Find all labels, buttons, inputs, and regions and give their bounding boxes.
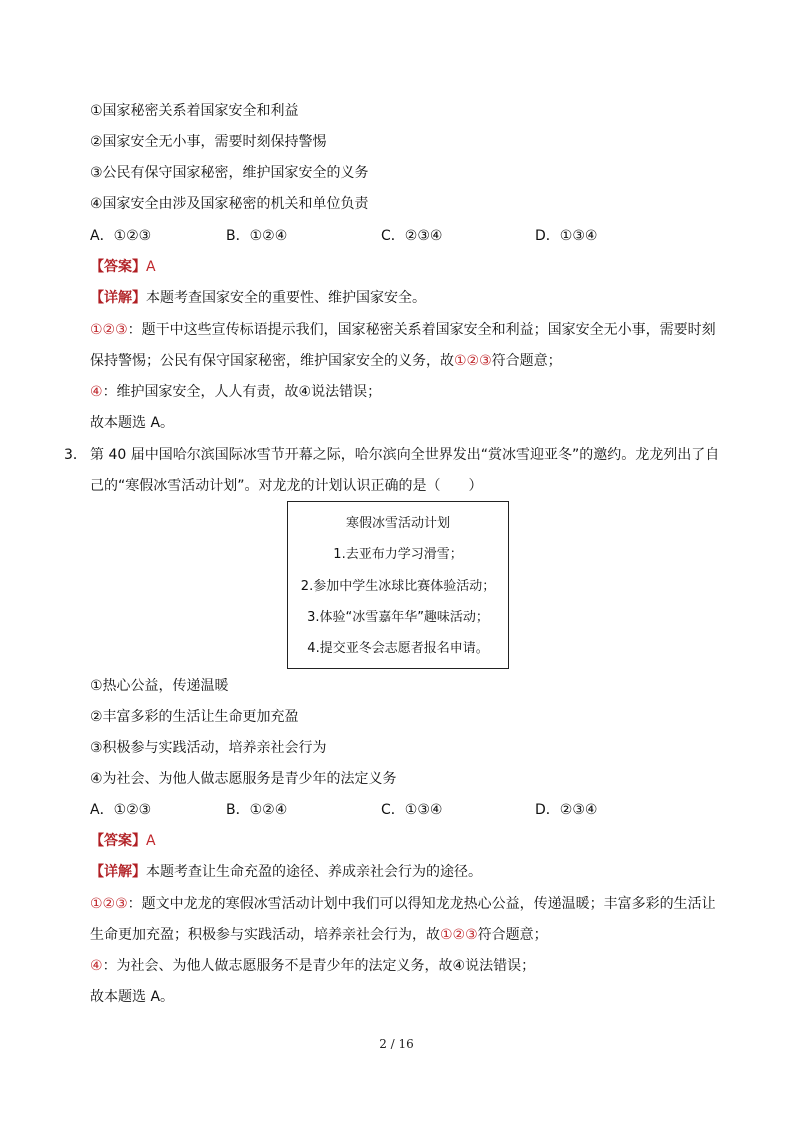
q2-statement-3: ③公民有保守国家秘密，维护国家安全的义务 bbox=[90, 165, 369, 181]
q3-statement-2: ②丰富多彩的生活让生命更加充盈 bbox=[90, 709, 299, 725]
detail-text: ：题干中这些宣传标语提示我们，国家秘密关系着国家安全和利益；国家安全无小事，需要时刻 bbox=[127, 322, 716, 338]
detail-text: ：维护国家安全，人人有责，故④说法错误； bbox=[102, 384, 382, 400]
q2-conclusion: 故本题选 A。 bbox=[90, 415, 175, 431]
plan-item-4: 4.提交亚冬会志愿者报名申请。 bbox=[307, 641, 489, 656]
q2-detail-a-line1 bbox=[90, 320, 716, 340]
q3-detail-b bbox=[90, 956, 535, 976]
detail-mark: ①②③ bbox=[90, 896, 128, 912]
q3-stem-line2: 己的“寒假冰雪活动计划”。对龙龙的计划认识正确的是（ ） bbox=[90, 478, 483, 494]
q3-number: 3． bbox=[64, 447, 87, 463]
plan-item-1: 1.去亚布力学习滑雪； bbox=[333, 547, 463, 562]
page-number: 2 / 16 bbox=[379, 1037, 414, 1051]
q2-detail-intro bbox=[90, 288, 426, 308]
q3-stem-line1: 第 40 届中国哈尔滨国际冰雪节开幕之际，哈尔滨向全世界发出“赏冰雪迎亚冬”的邀约。龙龙列出了自 bbox=[90, 447, 720, 463]
q2-detail-b bbox=[90, 382, 381, 402]
plan-item-3: 3.体验“冰雪嘉年华”趣味活动； bbox=[307, 610, 489, 625]
detail-mark: ④ bbox=[90, 384, 103, 400]
detail-tag: 【详解】 bbox=[90, 290, 146, 306]
answer-value: A bbox=[146, 833, 156, 849]
detail-tag: 【详解】 bbox=[90, 864, 146, 880]
plan-title: 寒假冰雪活动计划 bbox=[345, 516, 450, 531]
q2-option-d: D．①③④ bbox=[535, 228, 598, 244]
q2-detail-a-line2 bbox=[90, 351, 562, 371]
detail-mark: ①②③ bbox=[440, 927, 478, 943]
q3-option-c: C．①③④ bbox=[381, 802, 443, 818]
detail-text: 保持警惕；公民有保守国家秘密，维护国家安全的义务，故 bbox=[90, 353, 454, 369]
q3-option-d: D．②③④ bbox=[535, 802, 598, 818]
q3-option-a: A．①②③ bbox=[90, 802, 152, 818]
q3-detail-a-line1 bbox=[90, 894, 716, 914]
q3-option-b: B．①②④ bbox=[226, 802, 288, 818]
q3-detail-a-line2 bbox=[90, 925, 548, 945]
answer-value: A bbox=[146, 259, 156, 275]
plan-item-2: 2.参加中学生冰球比赛体验活动； bbox=[300, 579, 496, 594]
answer-tag: 【答案】 bbox=[90, 833, 146, 849]
q3-detail-intro bbox=[90, 862, 482, 882]
q2-statement-1: ①国家秘密关系着国家安全和利益 bbox=[90, 103, 299, 119]
q3-answer bbox=[90, 831, 156, 851]
q3-statement-1: ①热心公益，传递温暖 bbox=[90, 678, 229, 694]
answer-tag: 【答案】 bbox=[90, 259, 146, 275]
detail-text-end: 符合题意； bbox=[477, 927, 548, 943]
detail-mark: ④ bbox=[90, 958, 103, 974]
q2-statement-2: ②国家安全无小事，需要时刻保持警惕 bbox=[90, 134, 327, 150]
q3-statement-3: ③积极参与实践活动，培养亲社会行为 bbox=[90, 740, 327, 756]
detail-mark: ①②③ bbox=[90, 322, 128, 338]
detail-text-end: 符合题意； bbox=[491, 353, 562, 369]
q2-answer bbox=[90, 257, 156, 277]
detail-intro-text: 本题考查让生命充盈的途径、养成亲社会行为的途径。 bbox=[146, 864, 482, 880]
q2-option-c: C．②③④ bbox=[381, 228, 443, 244]
activity-plan-box bbox=[287, 501, 509, 669]
detail-mark: ①②③ bbox=[454, 353, 492, 369]
detail-text: ：为社会、为他人做志愿服务不是青少年的法定义务，故④说法错误； bbox=[102, 958, 536, 974]
detail-intro-text: 本题考查国家安全的重要性、维护国家安全。 bbox=[146, 290, 426, 306]
q3-statement-4: ④为社会、为他人做志愿服务是青少年的法定义务 bbox=[90, 771, 397, 787]
detail-text: 生命更加充盈；积极参与实践活动，培养亲社会行为，故 bbox=[90, 927, 440, 943]
q2-option-b: B．①②④ bbox=[226, 228, 288, 244]
q2-statement-4: ④国家安全由涉及国家秘密的机关和单位负责 bbox=[90, 196, 369, 212]
detail-text: ：题文中龙龙的寒假冰雪活动计划中我们可以得知龙龙热心公益，传递温暖；丰富多彩的生活让 bbox=[127, 896, 716, 912]
q3-conclusion: 故本题选 A。 bbox=[90, 989, 175, 1005]
q2-option-a: A．①②③ bbox=[90, 228, 152, 244]
